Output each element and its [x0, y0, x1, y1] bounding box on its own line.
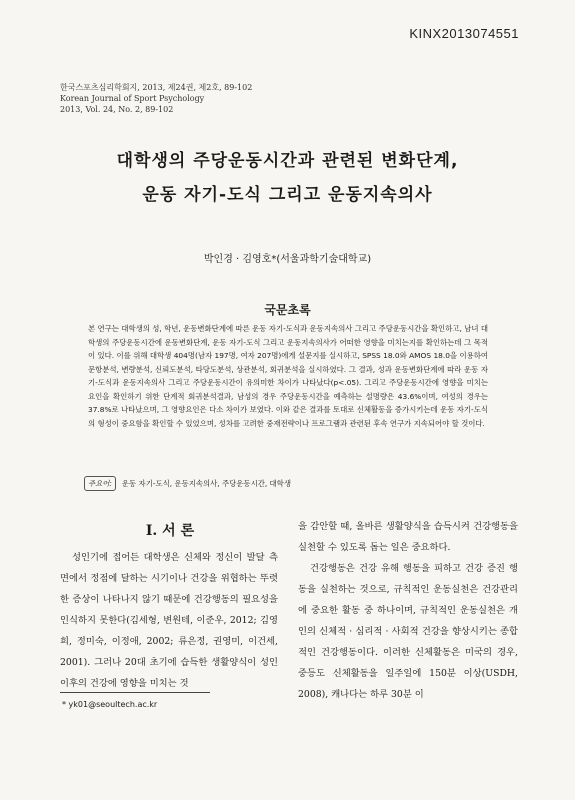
authors: 박인경 · 김영호*(서울과학기술대학교): [203, 254, 372, 265]
keywords-text: 운동 자기-도식, 운동지속의사, 주당운동시간, 대학생: [121, 479, 291, 488]
abstract-text: 본 연구는 대학생의 성, 학년, 운동변화단계에 따른 운동 자기-도식과 운동지속의사 그리고 주당운동시간을 확인하고, 남녀 대학생의 주당운동시간에 운동변화단계, 운동 자기-도식 그리고 운동지속의사가 어떠한 영향을 미치는지를 확인하는데 그 목적이 있다. 이를 위해 대학생 404명(남자 197명, 여자 207명)에게 설문지를 실시하고, SPSS 18.0와 AMOS 18.0을 이용하여 문항분석, 변량분석, 신뢰도분석, 타당도분석, 상관분석, 회귀분석을 실시하였다. 그 결과, 성과 운동변화단계에 따라 운동 자기-도식과 운동지속의사 그리고 주당운동시간이 유의미한 차이가 나타났다(p<.05). 그리고 주당운동시간에 영향을 미치는 요인을 확인하기 위한 단계적 회귀분석결과, 남성의 경우 주당운동시간을 예측하는 설명량은 43.6%이며, 여성의 경우는 37.8%로 나타났으며, 그 영향요인은 다소 차이가 보였다. 이와 같은 결과를 토대로 신체활동을 증가시키는데 운동 자기-도식의 형성이 중요함을 확인할 수 있었으며, 성차를 고려한 중재전략이나 프로그램과 관련된 후속 연구가 지속되어야 할 것이다.: [88, 324, 488, 428]
intro-paragraph-1: 성인기에 접어든 대학생은 신체와 정신이 발달 측면에서 정점에 달하는 시기이나 건강을 위협하는 뚜렷한 증상이 나타나지 않기 때문에 건강행동의 필요성을 인식하지 못한다(김세형, 변원테, 이준우, 2012; 김영희, 정미숙, 이정애, 2002; 류은정, 권영미, 이건세, 2001). 그러나 20대 초기에 습득한 생활양식이 성인 이후의 건강에 영향을 미치는 것: [60, 552, 278, 689]
title-line-2: 운동 자기-도식 그리고 운동지속의사: [142, 185, 433, 205]
journal-korean: 한국스포츠심리학회지, 2013, 제24권, 제2호, 89-102: [60, 83, 253, 92]
footnote-email: * yk01@seoultech.ac.kr: [62, 700, 158, 709]
abstract-heading: 국문초록: [264, 303, 311, 317]
intro-paragraph-2: 건강행동은 건강 유해 행동을 피하고 건강 증진 행동을 실천하는 것으로, 규칙적인 운동실천은 건강관리에 중요한 활동 중 하나이며, 규칙적인 운동실천은 개인의 신체적 · 심리적 · 사회적 건강을 향상시키는 종합적인 건강행동이다. 이러한 신체활동은 미국의 경우, 중등도 신체활동을 일주일에 150분 이상(USDH, 2008), 캐나다는 하루 30분 이: [298, 563, 518, 700]
document-id: KINX2013074551: [409, 26, 519, 41]
paper-title: [0, 144, 575, 212]
left-column: [60, 547, 278, 694]
journal-info: [60, 82, 252, 115]
keywords-label: 주요어:: [84, 476, 116, 491]
journal-citation: 2013, Vol. 24, No. 2, 89-102: [60, 105, 174, 114]
title-line-1: 대학생의 주당운동시간과 관련된 변화단계,: [116, 151, 459, 171]
keywords: [84, 476, 291, 491]
intro-paragraph-1-cont: 을 감안할 때, 올바른 생활양식을 습득시켜 건강행동을 실천할 수 있도록 돕는 일은 중요하다.: [298, 521, 518, 553]
right-column: [298, 516, 518, 705]
section-heading: I. 서 론: [145, 523, 195, 539]
footnote-rule: [60, 692, 210, 693]
journal-english: Korean Journal of Sport Psychology: [60, 94, 205, 103]
